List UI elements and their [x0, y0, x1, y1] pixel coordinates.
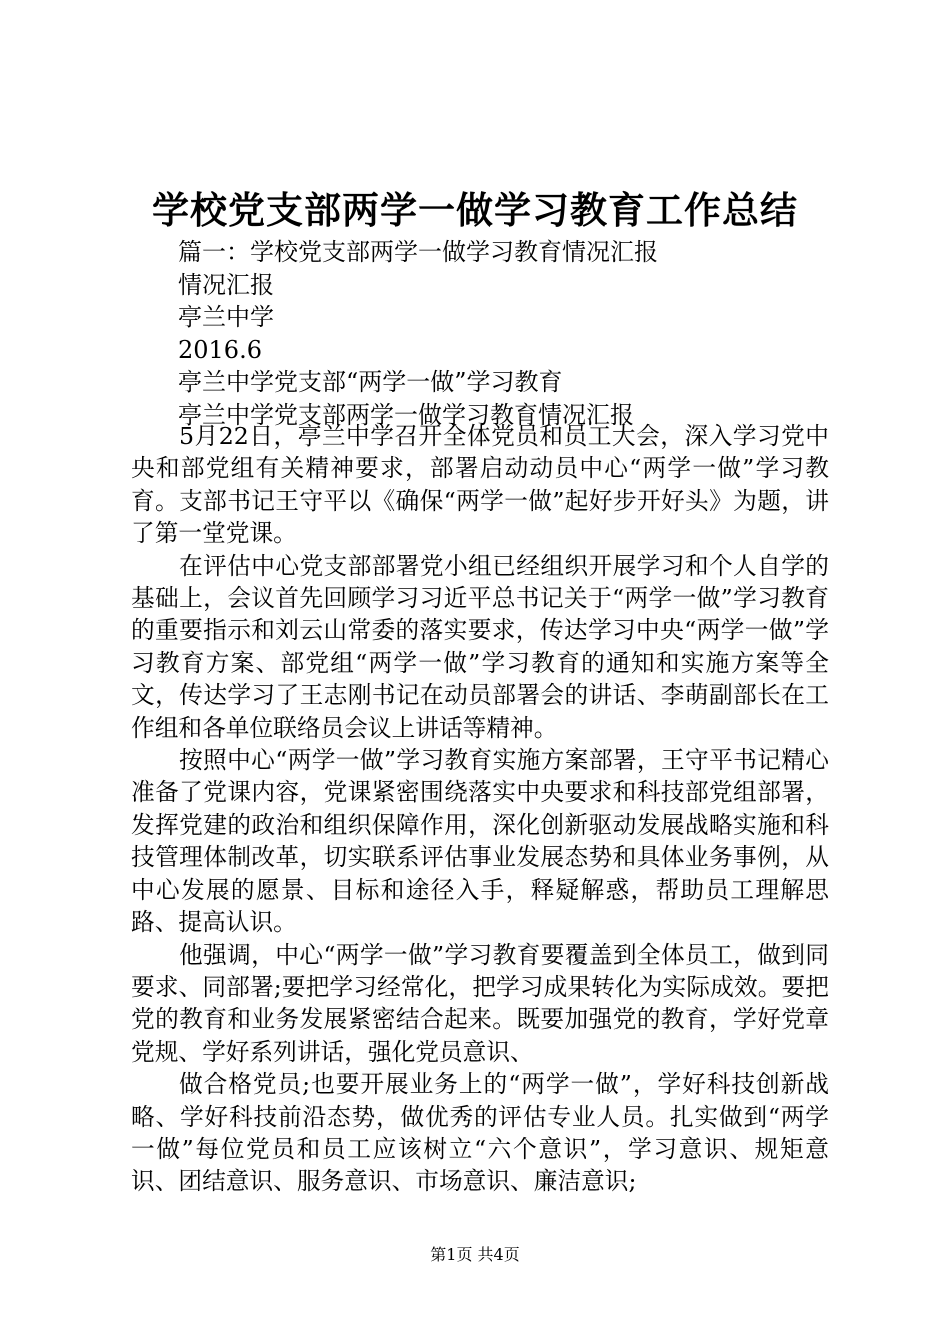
date-line: 2016.6 — [178, 335, 262, 364]
document-title: 学校党支部两学一做学习教育工作总结 — [152, 188, 798, 232]
body-paragraph: 按照中心“两学一做”学习教育实施方案部署，王守平书记精心准备了党课内容，党课紧密围绕落实中央要求和科技部党组部署，发挥党建的政治和组织保障作用，深化创新驱动发展战略实施和科技管理体制改革，切实联系评估事业发展态势和具体业务事例，从中心发展的愿景、目标和途径入手，释疑解惑，帮助员工理解思路、提高认识。 — [131, 746, 829, 937]
body-paragraph: 在评估中心党支部部署党小组已经组织开展学习和个人自学的基础上，会议首先回顾学习习近平总书记关于“两学一做”学习教育的重要指示和刘云山常委的落实要求，传达学习中央“两学一做”学习教育方案、部党组“两学一做”学习教育的通知和实施方案等全文，传达学习了王志刚书记在动员部署会的讲话、李萌副部长在工作组和各单位联络员会议上讲话等精神。 — [131, 551, 829, 742]
report-heading-line: 情况汇报 — [178, 270, 274, 299]
body-paragraph: 他强调，中心“两学一做”学习教育要覆盖到全体员工，做到同要求、同部署;要把学习经常化，把学习成果转化为实际成效。要把党的教育和业务发展紧密结合起来。既要加强党的教育，学好党章党规、学好系列讲话，强化党员意识、 — [131, 940, 829, 1066]
subtitle-line: 篇一：学校党支部两学一做学习教育情况汇报 — [178, 238, 658, 266]
branch-heading-line: 亭兰中学党支部“两学一做”学习教育 — [178, 368, 563, 397]
document-header-lines — [178, 236, 878, 432]
body-paragraph: 做合格党员;也要开展业务上的“两学一做”，学好科技创新战略、学好科技前沿态势，做优秀的评估专业人员。扎实做到“两学一做”每位党员和员工应该树立“六个意识”，学习意识、规矩意识、团结意识、服务意识、市场意识、廉洁意识; — [131, 1070, 829, 1196]
school-name-line: 亭兰中学 — [178, 303, 274, 332]
report-title-line: 亭兰中学党支部两学一做学习教育情况汇报 — [178, 400, 634, 429]
body-paragraph: 5月22日，亭兰中学召开全体党员和员工大会，深入学习党中央和部党组有关精神要求，部署启动动员中心“两学一做”学习教育。支部书记王守平以《确保“两学一做”起好步开好头》为题，讲了第一堂党课。 — [131, 422, 829, 548]
document-body — [131, 420, 829, 1198]
page-number-footer: 第1页 共4页 — [430, 1245, 520, 1264]
